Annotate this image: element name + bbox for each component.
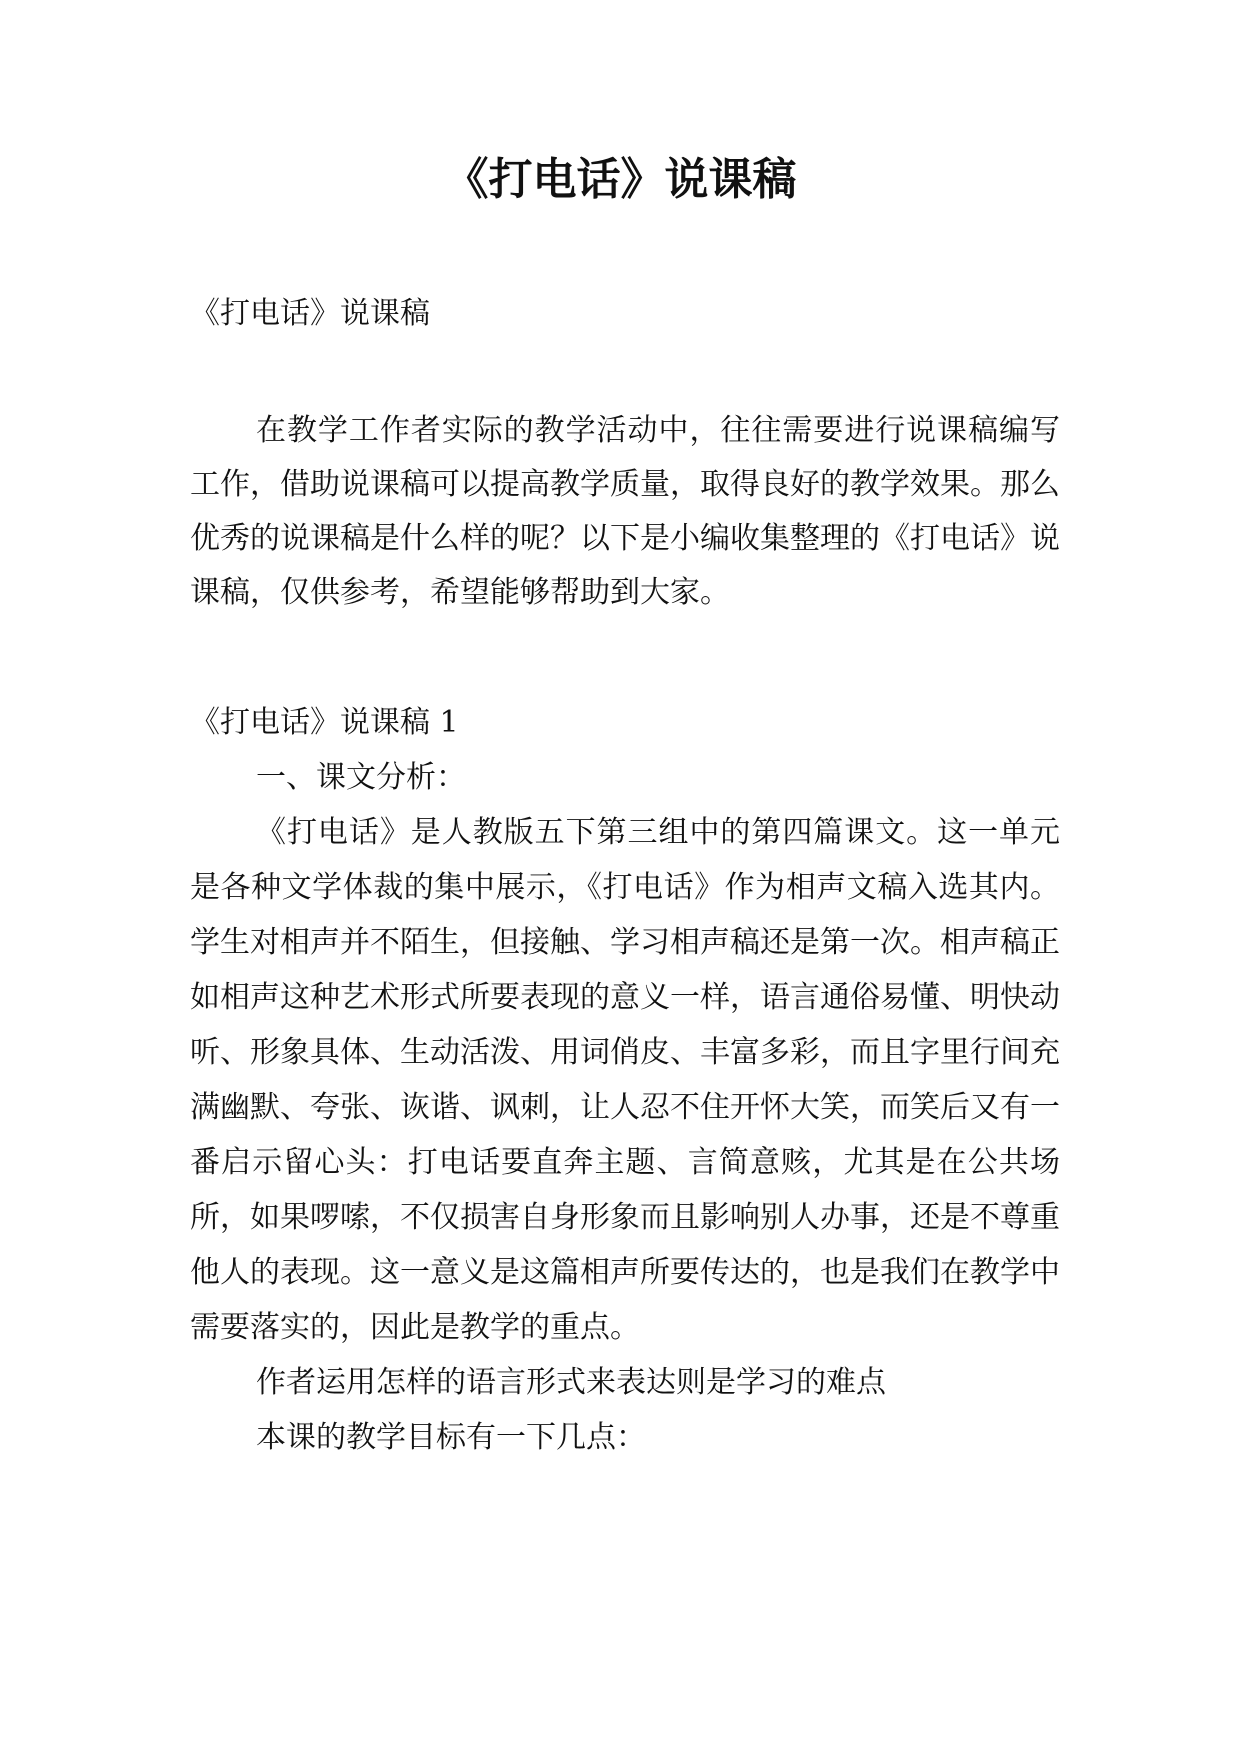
document-subtitle: 《打电话》说课稿 [190, 296, 430, 331]
body-paragraph: 作者运用怎样的语言形式来表达则是学习的难点 [256, 1365, 886, 1400]
body-paragraph: 《打电话》是人教版五下第三组中的第四篇课文。这一单元是各种文学体裁的集中展示，《打电话》作为相声文稿入选其内。学生对相声并不陌生，但接触、学习相声稿还是第一次。相声稿正如相声这种艺术形式所要表现的意义一样，语言通俗易懂、明快动听、形象具体、生动活泼、用词俏皮、丰富多彩，而且字里行间充满幽默、夸张、诙谐、讽刺，让人忍不住开怀大笑，而笑后又有一番启示留心头：打电话要直奔主题、言简意赅，尤其是在公共场所，如果啰嗦，不仅损害自身形象而且影响别人办事，还是不尊重他人的表现。这一意义是这篇相声所要传达的，也是我们在教学中需要落实的，因此是教学的重点。 [190, 815, 1060, 1345]
section-body [190, 750, 1060, 1465]
section-heading: 《打电话》说课稿 1 [190, 705, 459, 740]
intro-paragraph: 在教学工作者实际的教学活动中，往往需要进行说课稿编写工作，借助说课稿可以提高教学质量，取得良好的教学效果。那么优秀的说课稿是什么样的呢？以下是小编收集整理的《打电话》说课稿，仅供参考，希望能够帮助到大家。 [190, 413, 1060, 610]
subheading-text-analysis: 一、课文分析： [256, 760, 466, 795]
body-paragraph: 本课的教学目标有一下几点： [256, 1420, 646, 1455]
document-title: 《打电话》说课稿 [444, 154, 797, 205]
